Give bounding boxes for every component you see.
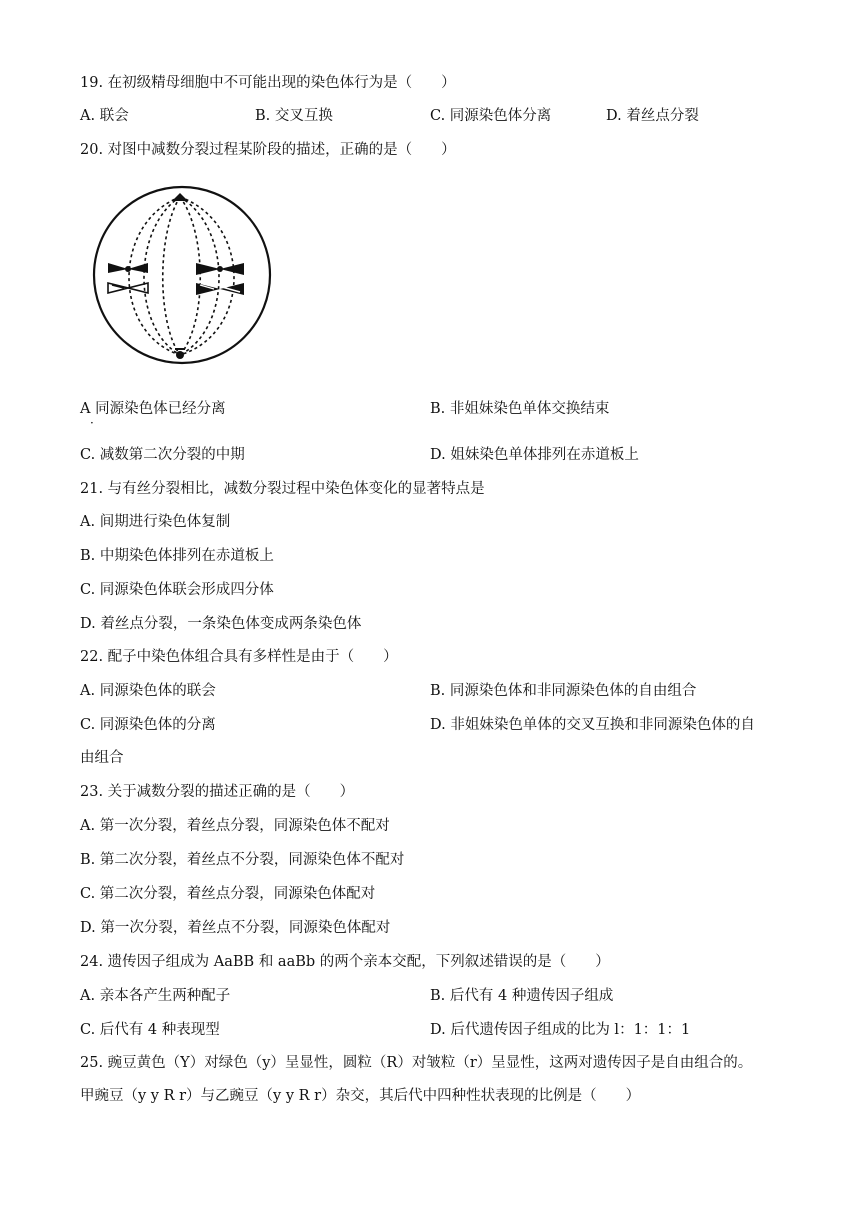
q22-stem: 22. 配子中染色体组合具有多样性是由于（ ） — [80, 649, 398, 665]
chromosome-left-top — [108, 263, 148, 273]
q20-stem: 20. 对图中减数分裂过程某阶段的描述，正确的是（ ） — [80, 142, 456, 158]
q24-stem: 24. 遗传因子组成为 AaBB 和 aaBb 的两个亲本交配，下列叙述错误的是（ ） — [80, 954, 610, 970]
meiosis-cell-figure — [82, 183, 282, 373]
q21-option-c: C. 同源染色体联会形成四分体 — [80, 582, 274, 598]
q19-option-b: B. 交叉互换 — [255, 108, 333, 124]
q23-option-a: A. 第一次分裂，着丝点分裂，同源染色体不配对 — [80, 818, 390, 834]
q24-option-c: C. 后代有 4 种表现型 — [80, 1022, 220, 1038]
q19-option-d: D. 着丝点分裂 — [606, 108, 699, 124]
q21-option-a: A. 间期进行染色体复制 — [80, 514, 231, 530]
q19-option-a: A. 联会 — [80, 108, 129, 124]
q21-stem: 21. 与有丝分裂相比，减数分裂过程中染色体变化的显著特点是 — [80, 481, 485, 497]
q20-option-b: B. 非姐妹染色单体交换结束 — [430, 401, 610, 417]
q25-stem-continued: 甲豌豆（y y R r）与乙豌豆（y y R r）杂交，其后代中四种性状表现的比例是（ ） — [80, 1088, 641, 1104]
q22-option-b: B. 同源染色体和非同源染色体的自由组合 — [430, 683, 697, 699]
chromosome-right-bottom — [196, 283, 244, 295]
q24-option-b: B. 后代有 4 种遗传因子组成 — [430, 988, 614, 1004]
q25-stem: 25. 豌豆黄色（Y）对绿色（y）呈显性，圆粒（R）对皱粒（r）呈显性，这两对遗传因子是自由组合的。 — [80, 1055, 753, 1071]
q22-option-c: C. 同源染色体的分离 — [80, 717, 216, 733]
q20-option-d: D. 姐妹染色单体排列在赤道板上 — [430, 447, 639, 463]
q23-option-d: D. 第一次分裂，着丝点不分裂，同源染色体配对 — [80, 920, 391, 936]
chromosome-left-bottom — [108, 283, 148, 293]
q20-option-a: A 同源染色体已经分离 — [80, 401, 226, 417]
q24-option-d: D. 后代遗传因子组成的比为 l：1：1：1 — [430, 1022, 691, 1038]
q23-option-b: B. 第二次分裂，着丝点不分裂，同源染色体不配对 — [80, 852, 405, 868]
q23-option-c: C. 第二次分裂，着丝点分裂，同源染色体配对 — [80, 886, 376, 902]
q23-stem: 23. 关于减数分裂的描述正确的是（ ） — [80, 784, 355, 800]
q21-option-d: D. 着丝点分裂，一条染色体变成两条染色体 — [80, 616, 362, 632]
q22-option-d-continued: 由组合 — [80, 750, 124, 766]
q22-option-a: A. 同源染色体的联会 — [80, 683, 216, 699]
stray-dot: · — [90, 416, 94, 430]
q22-option-d: D. 非姐妹染色单体的交叉互换和非同源染色体的自 — [430, 717, 755, 733]
q21-option-b: B. 中期染色体排列在赤道板上 — [80, 548, 274, 564]
chromosome-right-top — [196, 263, 244, 275]
q19-stem: 19. 在初级精母细胞中不可能出现的染色体行为是（ ） — [80, 75, 456, 91]
q20-option-c: C. 减数第二次分裂的中期 — [80, 447, 245, 463]
q24-option-a: A. 亲本各产生两种配子 — [80, 988, 231, 1004]
q19-option-c: C. 同源染色体分离 — [430, 108, 552, 124]
